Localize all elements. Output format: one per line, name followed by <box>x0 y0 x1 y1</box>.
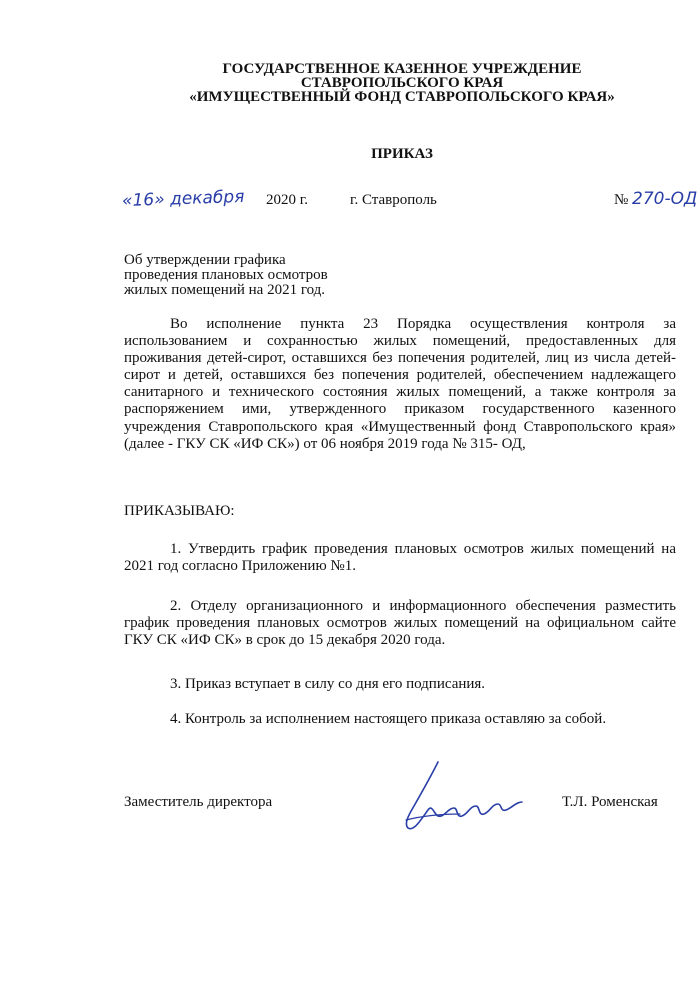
date-year: 2020 г. <box>266 192 308 208</box>
order-item-4: 4. Контроль за исполнением настоящего приказа оставляю за собой. <box>170 711 607 727</box>
subject-line-3: жилых помещений на 2021 год. <box>124 282 326 298</box>
order-item-3: 3. Приказ вступает в силу со дня его подписания. <box>170 676 486 692</box>
handwritten-number: 270-ОД <box>632 189 698 209</box>
subject-block <box>124 253 424 298</box>
order-item-2: 2. Отделу организационного и информационного обеспечения разместить график проведения плановых осмотров жилых помещений на официальном сайте ГКУ СК «ИФ СК» в срок до 15 декабря 2020 года. <box>124 598 676 649</box>
signer-name: Т.Л. Роменская <box>562 794 658 810</box>
preamble-paragraph: Во исполнение пункта 23 Порядка осуществления контроля за использованием и сохранностью жилых помещений, предоставленных для проживания детей-сирот, оставшихся без попечения родителей, лиц из числа детей-сирот и детей, оставшихся без попечения родителей, обеспечением надлежащего санитарного и технического состояния жилых помещений, а также контроля за распоряжением ими, утвержденного приказом государственного казенного учреждения Ставропольского края «Имущественный фонд Ставропольского края» (далее - ГКУ СК «ИФ СК») от 06 ноября 2019 года № 315- ОД, <box>124 316 676 452</box>
handwritten-signature <box>392 758 532 838</box>
order-item-1: 1. Утвердить график проведения плановых осмотров жилых помещений на 2021 год согласно Приложению №1. <box>124 541 676 575</box>
decree-word: ПРИКАЗЫВАЮ: <box>124 503 235 519</box>
org-line-2: СТАВРОПОЛЬСКОГО КРАЯ <box>300 75 504 91</box>
org-line-1: ГОСУДАРСТВЕННОЕ КАЗЕННОЕ УЧРЕЖДЕНИЕ <box>222 61 582 77</box>
number-label: № <box>614 192 629 208</box>
city: г. Ставрополь <box>350 192 437 208</box>
organization-header <box>120 62 684 104</box>
subject-line-2: проведения плановых осмотров <box>124 267 328 283</box>
signer-position: Заместитель директора <box>124 794 273 810</box>
subject-line-1: Об утверждении графика <box>124 252 286 268</box>
handwritten-date: «16» декабря <box>121 186 245 212</box>
org-line-3: «ИМУЩЕСТВЕННЫЙ ФОНД СТАВРОПОЛЬСКОГО КРАЯ» <box>189 89 615 105</box>
document-type: ПРИКАЗ <box>371 146 433 162</box>
